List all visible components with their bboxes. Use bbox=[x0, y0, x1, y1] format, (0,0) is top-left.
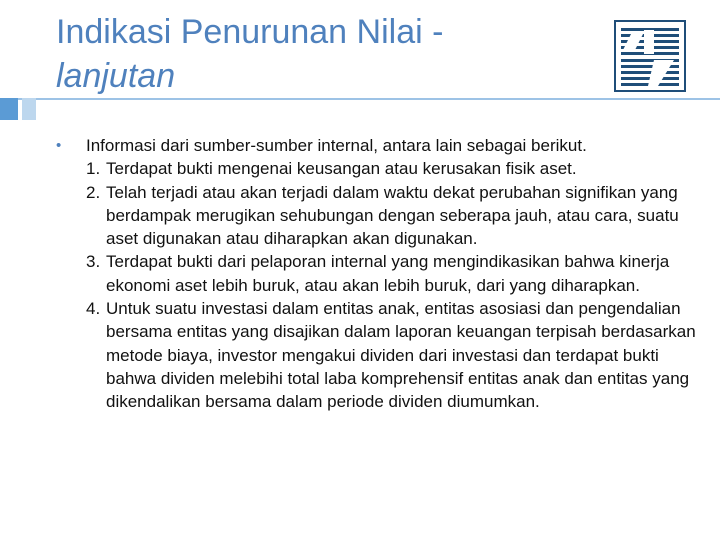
item-text: Telah terjadi atau akan terjadi dalam waktu dekat perubahan signifikan yang berdampak merugikan sehubungan dengan seberapa jauh, atau cara, suatu aset digunakan atau diharapkan akan digunakan. bbox=[106, 182, 679, 249]
bullet-icon: • bbox=[56, 137, 62, 154]
accent-square-light bbox=[22, 98, 36, 120]
item-text: Untuk suatu investasi dalam entitas anak, entitas asosiasi dan pengendalian bersama entitas yang disajikan dalam laporan keuangan terpisah berdasarkan metode biaya, investor mengakui dividen dari investasi dan terdapat bukti bahwa dividen melebihi total laba komprehensif entitas anak dan entitas yang dikendalikan bersama dalam periode dividen diumumkan. bbox=[106, 299, 696, 412]
divider bbox=[0, 98, 720, 100]
item-number: 1. bbox=[86, 159, 101, 179]
pattern-logo-icon bbox=[614, 20, 686, 92]
list-item bbox=[56, 297, 696, 413]
item-text: Terdapat bukti dari pelaporan internal yang mengindikasikan bahwa kinerja ekonomi aset lebih buruk, atau akan lebih buruk, dari yang diharapkan. bbox=[106, 252, 670, 295]
slide-title-line2: lanjutan bbox=[56, 57, 176, 95]
item-number: 3. bbox=[86, 252, 101, 272]
bullet-intro bbox=[56, 134, 696, 157]
title-underline bbox=[0, 98, 720, 120]
list-item bbox=[56, 181, 696, 251]
item-text: Terdapat bukti mengenai keusangan atau kerusakan fisik aset. bbox=[106, 159, 577, 179]
item-number: 4. bbox=[86, 299, 101, 319]
slide-title bbox=[56, 10, 596, 98]
list-item bbox=[56, 250, 696, 297]
slide-body bbox=[56, 134, 696, 414]
intro-text: Informasi dari sumber-sumber internal, antara lain sebagai berikut. bbox=[86, 136, 587, 155]
item-number: 2. bbox=[86, 182, 101, 202]
accent-square bbox=[0, 98, 18, 120]
slide-title-line1: Indikasi Penurunan Nilai - bbox=[56, 13, 444, 51]
list-item bbox=[56, 157, 696, 180]
